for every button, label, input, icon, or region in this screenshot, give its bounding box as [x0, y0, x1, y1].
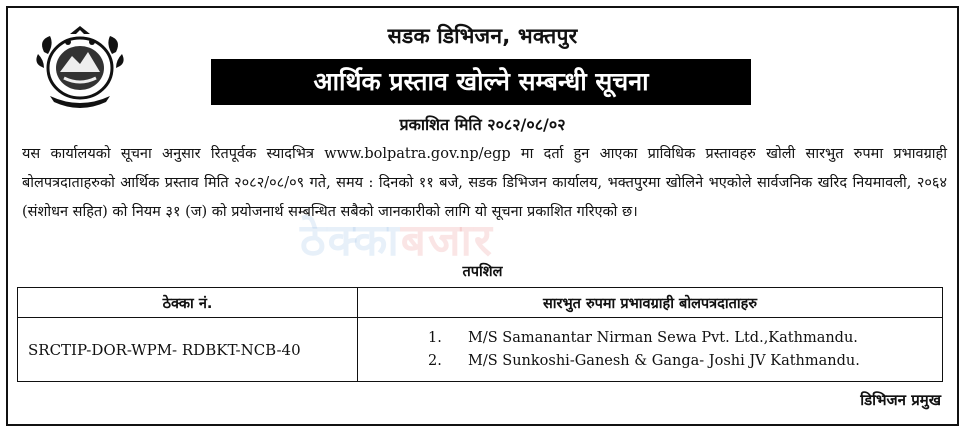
- bidder-name: M/S Samanantar Nirman Sewa Pvt. Ltd.,Kathmandu.: [468, 329, 858, 346]
- column-header-bidders: सारभुत रुपमा प्रभावग्राही बोलपत्रदाताहरु: [358, 288, 943, 318]
- notice-title: आर्थिक प्रस्ताव खोल्ने सम्बन्धी सूचना: [211, 59, 751, 105]
- signature-designation: डिभिजन प्रमुख: [860, 391, 941, 409]
- list-item: [428, 350, 942, 373]
- published-date: प्रकाशित मिति २०८२/०८/०२: [399, 115, 566, 134]
- bidder-number: 1.: [428, 329, 442, 346]
- table-header-row: [18, 288, 943, 318]
- bidder-number: 2.: [428, 352, 442, 369]
- bidders-cell: [358, 318, 943, 382]
- contract-table: [17, 287, 943, 382]
- bidders-list: [428, 327, 942, 373]
- table-row: [18, 318, 943, 382]
- contract-number: SRCTIP-DOR-WPM- RDBKT-NCB-40: [18, 318, 358, 382]
- notice-paragraph: यस कार्यालयको सूचना अनुसार रितपूर्वक स्यादभित्र www.bolpatra.gov.np/egp मा दर्ता हुन आएका प्राविधिक प्रस्तावहरु खोली सारभुत रुपमा प्रभावग्राही बोलपत्रदाताहरुको आर्थिक प्रस्ताव मिति २०८२/०८/०९ गते, समय : दिनको ११ बजे, सडक डिभिजन कार्यालय, भक्तपुरमा खोलिने भएकोले सार्वजनिक खरिद नियमावली, २०६४ (संशोधन सहित) को नियम ३१ (ज) को प्रयोजनार्थ सम्बन्धित सबैको जानकारीको लागि यो सूचना प्रकाशित गरिएको छ।: [22, 146, 947, 220]
- column-header-contract-no: ठेक्का नं.: [18, 288, 358, 318]
- office-name: सडक डिभिजन, भक्तपुर: [387, 24, 578, 48]
- schedule-label: तपशिल: [462, 264, 503, 280]
- watermark-part-2: बजार: [400, 215, 494, 266]
- list-item: [428, 327, 942, 350]
- watermark-part-1: ठेक्का: [300, 215, 401, 266]
- bidder-name: M/S Sunkoshi-Ganesh & Ganga- Joshi JV Kathmandu.: [468, 352, 860, 369]
